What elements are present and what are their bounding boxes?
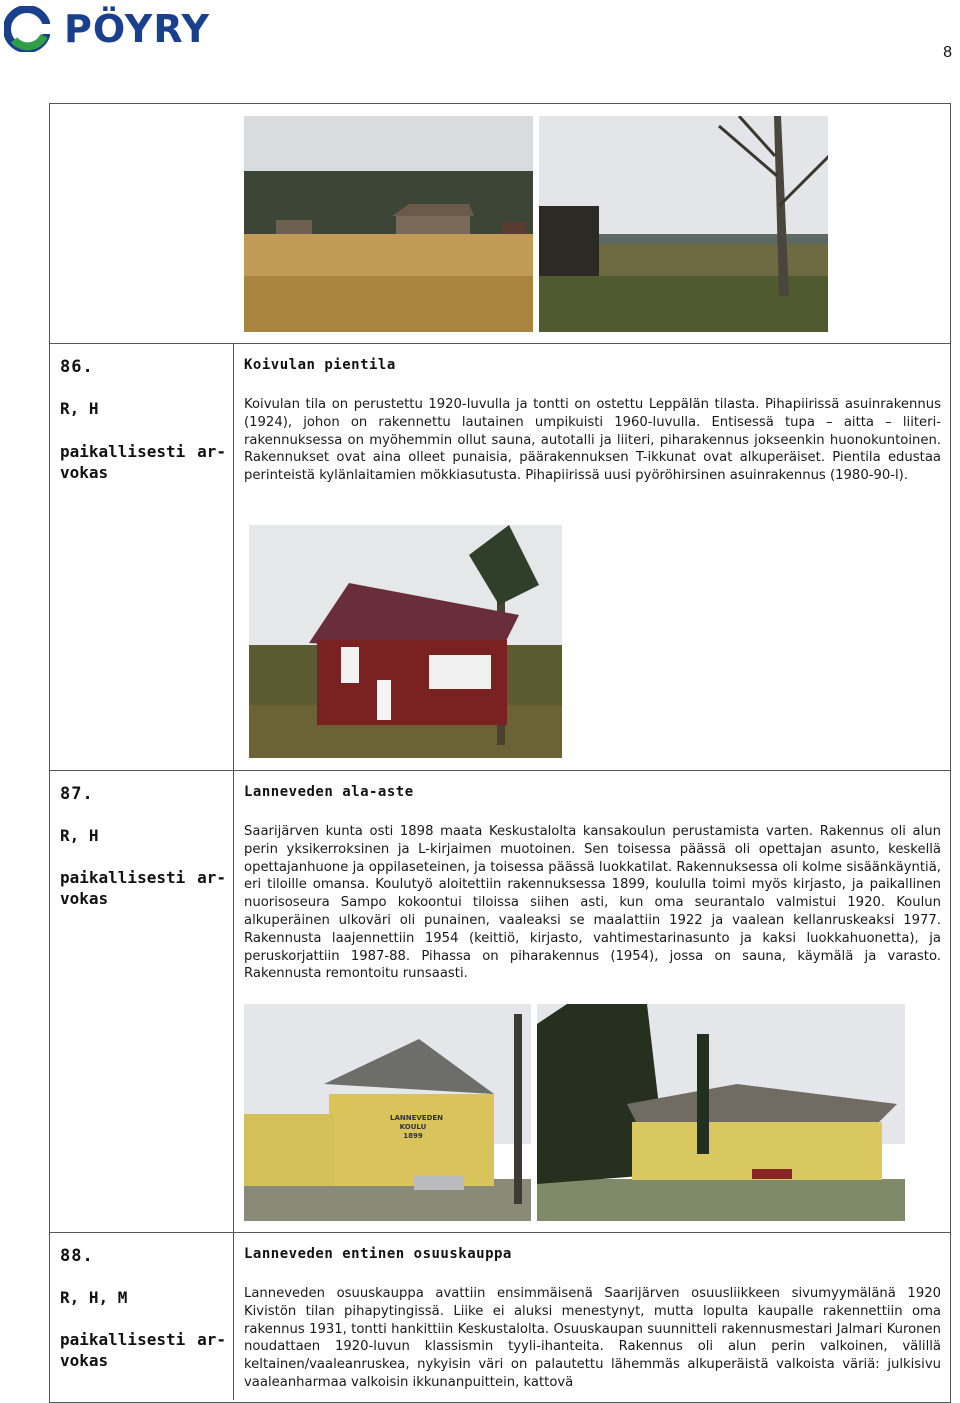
poyry-logo: [4, 4, 244, 52]
value-hyphen: ar-: [197, 1330, 226, 1349]
entry-description: Saarijärven kunta osti 1898 maata Keskustalolta kansakoulun perustamista varten. Rakennus oli alun perin yksikerroksinen ja L-kirjaimen muotoinen. Sen toisessa päässä oli opettajan asunto, keskellä opettajanhuone ja oppilaseteinen, ja toisessa päässä luokkatilat. Rakennuksessa oli kolme sisäänkäyntiä, eri tiloille omansa. Koulutyö aloitettiin rakennuksessa 1899, koululla toimi myös kirjasto, ja paikallinen nuorisoseura Sampo kokoontui tiloissa siihen asti, kun oma seurantalo valmistui 1920. Koulun alkuperäinen ulkoväri oli punainen, vaaleaksi se maalattiin 1922 ja vaalean kellanruskeaksi 1977. Rakennusta laajennettiin 1954 (keittiö, kirjasto, vahtimestarinasunto ja kaksi luokkahuonetta), ja peruskorjattiin 1987-88. Pihassa on piharakennus (1954), jossa on sauna, käymälä ja varasto. Rakennusta remontoitu runsaasti.: [244, 824, 941, 982]
value-hyphen: ar-: [197, 442, 226, 461]
entry-classification: R, H: [60, 826, 99, 845]
entry-number: 87.: [60, 784, 94, 804]
photo-red-cottage: [249, 525, 562, 758]
photo-birch-lake: [539, 116, 828, 332]
entry-description: Lanneveden osuuskauppa avattiin ensimmäisenä Saarijärven osuusliikkeen sivumyymälänä 1920 Kivistön tilan pihapytingissä. Liike ei aluksi menestynyt, mutta lopulta kaupalle rakennettiin oma rakennus 1931, tontti hankittiin Keskustalolta. Osuuskaupan suunnitteli rakennusmestari Jalmari Kuronen noudattaen 1920-luvun klassismin tyyli-ihanteita. Rakennus oli alun perin valkoinen, välillä keltainen/vaaleanruskea, nykyisin väri on palautettu lähemmäs alkuperäistä valkoista väriä: julkisivu vaaleanharmaa valkoisin ikkunanpuittein, kattovä: [244, 1286, 941, 1390]
school-sign-line: LANNEVEDEN: [390, 1114, 444, 1122]
value-word: paikallisesti: [60, 868, 186, 887]
entry-title: Lanneveden entinen osuuskauppa: [244, 1246, 512, 1262]
entry-value: [60, 867, 226, 909]
row-divider: [49, 343, 951, 344]
entry-classification: R, H, M: [60, 1288, 128, 1307]
page-number: 8: [943, 44, 952, 61]
value-hyphen: ar-: [197, 868, 226, 887]
entry-title: Lanneveden ala-aste: [244, 784, 414, 800]
value-word: paikallisesti: [60, 1330, 186, 1349]
value-word-end: vokas: [60, 1351, 109, 1370]
row-divider: [49, 770, 951, 771]
entry-number: 88.: [60, 1246, 94, 1266]
entry-value: [60, 441, 226, 483]
photo-yellow-school-side: [537, 1004, 905, 1221]
entry-value: [60, 1329, 226, 1371]
photo-field-farmstead: [244, 116, 533, 332]
school-sign-line: KOULU: [399, 1123, 427, 1131]
row-divider: [49, 1232, 951, 1233]
column-divider: [233, 343, 234, 1400]
entry-number: 86.: [60, 357, 94, 377]
value-word-end: vokas: [60, 889, 109, 908]
photo-yellow-school-front: [244, 1004, 531, 1221]
entry-classification: R, H: [60, 399, 99, 418]
school-sign-line: 1899: [403, 1132, 423, 1140]
school-sign: [390, 1114, 444, 1141]
entry-title: Koivulan pientila: [244, 357, 396, 373]
poyry-logo-mark-icon: [4, 6, 50, 52]
value-word-end: vokas: [60, 463, 109, 482]
brand-name: PÖYRY: [64, 7, 211, 51]
value-word: paikallisesti: [60, 442, 186, 461]
entry-description: Koivulan tila on perustettu 1920-luvulla ja tontti on ostettu Leppälän tilasta. Pihapiirissä asuinrakennus (1924), johon on rakennettu lautainen umpikuisti 1960-luvulla. Entisessä tupa – aitta – liiteri-rakennuksessa on myöhemmin ollut sauna, autotalli ja liiteri, piharakennus jokseenkin huonokuntoinen. Rakennukset ovat aina olleet punaisia, päärakennuksen T-ikkunat ovat alkuperäiset. Pientila edustaa perinteistä kylänlaitamien mökkiasutusta. Pihapiirissä uusi pyöröhirsinen asuinrakennus (1980-90-l).: [244, 397, 941, 484]
